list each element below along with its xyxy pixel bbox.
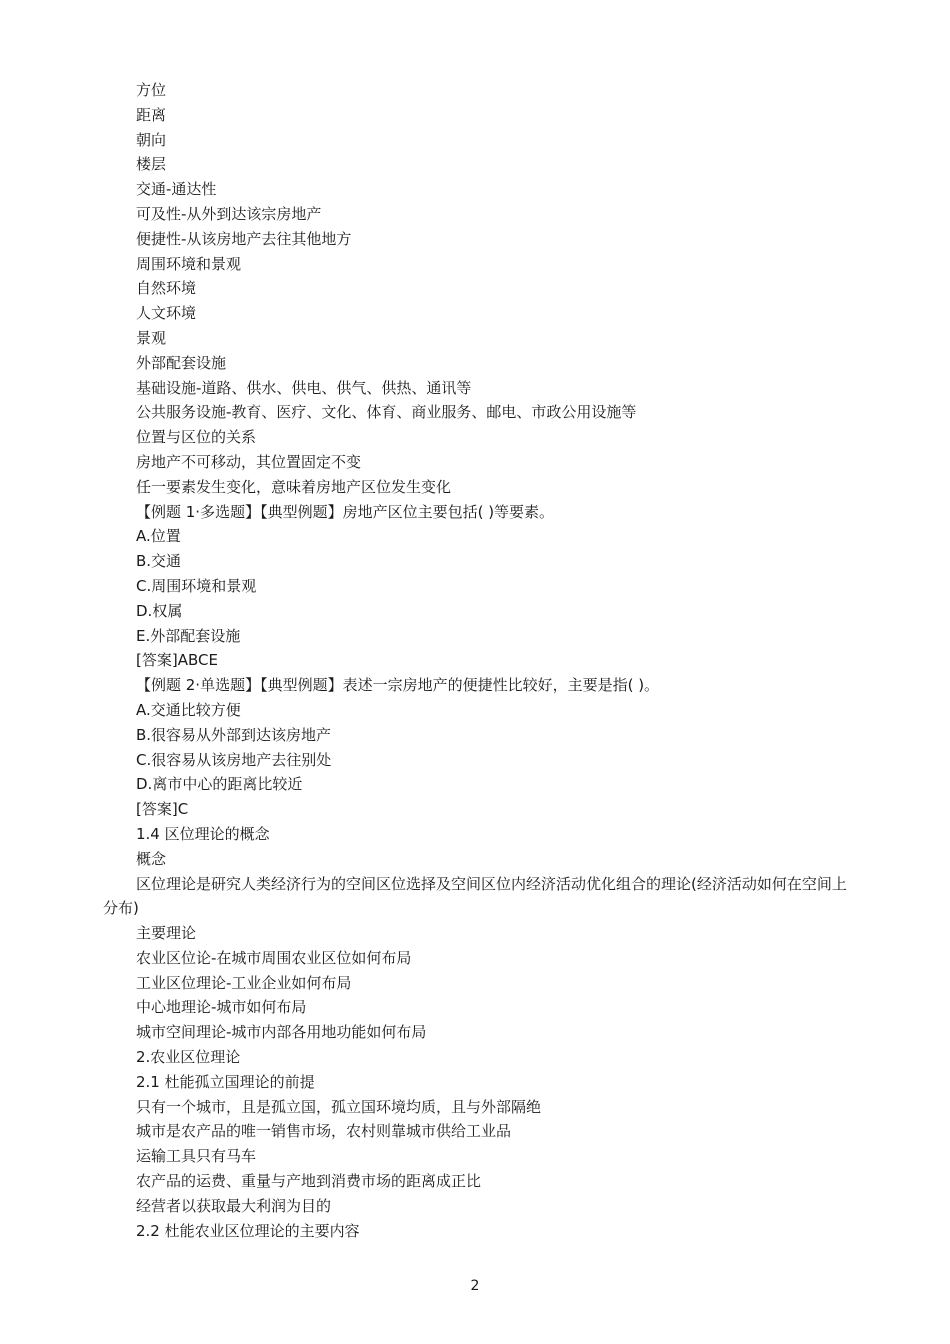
text-line: 概念 <box>136 849 167 868</box>
text-line: 1.4 区位理论的概念 <box>136 824 270 843</box>
text-line: [答案]C <box>136 800 189 819</box>
text-line: A.交通比较方便 <box>136 700 241 719</box>
text-line: 便捷性-从该房地产去往其他地方 <box>136 229 352 248</box>
text-line: 房地产不可移动，其位置固定不变 <box>136 452 362 471</box>
text-line: 楼层 <box>136 155 167 174</box>
text-line: 主要理论 <box>136 924 197 943</box>
text-line: 【例题 1·多选题】【典型例题】房地产区位主要包括( )等要素。 <box>136 502 555 521</box>
text-line: C.周围环境和景观 <box>136 576 257 595</box>
text-line: 2.2 杜能农业区位理论的主要内容 <box>136 1221 360 1240</box>
text-line: 任一要素发生变化，意味着房地产区位发生变化 <box>136 477 452 496</box>
text-line: 城市空间理论-城市内部各用地功能如何布局 <box>136 1023 427 1042</box>
text-line: 经营者以获取最大利润为目的 <box>136 1196 332 1215</box>
text-line: 方位 <box>136 81 167 99</box>
text-line: B.很容易从外部到达该房地产 <box>136 725 332 744</box>
text-line: 交通-通达性 <box>136 180 217 199</box>
text-line: D.离市中心的距离比较近 <box>136 775 303 794</box>
text-line: 农业区位论-在城市周围农业区位如何布局 <box>136 948 412 967</box>
text-line: 区位理论是研究人类经济行为的空间区位选择及空间区位内经济活动优化组合的理论(经济活动如何在空间上分布) <box>103 874 847 918</box>
text-line: 景观 <box>136 328 167 347</box>
text-line: 周围环境和景观 <box>136 254 242 273</box>
text-line: 外部配套设施 <box>136 353 227 372</box>
text-line: 距离 <box>136 105 167 124</box>
text-line: 【例题 2·单选题】【典型例题】表述一宗房地产的便捷性比较好，主要是指( )。 <box>136 676 660 695</box>
text-line: 位置与区位的关系 <box>136 428 257 447</box>
text-line: E.外部配套设施 <box>136 626 241 645</box>
page-content <box>103 78 853 1243</box>
page-number: 2 <box>470 1278 480 1294</box>
text-line: B.交通 <box>136 552 182 571</box>
text-line: 人文环境 <box>136 304 197 323</box>
text-line: 农产品的运费、重量与产地到消费市场的距离成正比 <box>136 1172 482 1191</box>
text-line: 城市是农产品的唯一销售市场，农村则靠城市供给工业品 <box>136 1122 512 1141</box>
text-line: [答案]ABCE <box>136 651 218 670</box>
text-line: 自然环境 <box>136 279 197 298</box>
text-line: 可及性-从外到达该宗房地产 <box>136 204 322 223</box>
text-line: 公共服务设施-教育、医疗、文化、体育、商业服务、邮电、市政公用设施等 <box>136 403 637 422</box>
text-line: D.权属 <box>136 601 183 620</box>
text-line: C.很容易从该房地产去往别处 <box>136 750 332 769</box>
text-line: 运输工具只有马车 <box>136 1147 257 1166</box>
text-line: 朝向 <box>136 130 167 149</box>
text-line: 基础设施-道路、供水、供电、供气、供热、通讯等 <box>136 378 472 397</box>
text-line: 2.农业区位理论 <box>136 1048 241 1067</box>
text-line: 工业区位理论-工业企业如何布局 <box>136 973 352 992</box>
text-line: A.位置 <box>136 527 181 546</box>
text-line: 中心地理论-城市如何布局 <box>136 998 307 1017</box>
text-line: 只有一个城市，且是孤立国，孤立国环境均质，且与外部隔绝 <box>136 1097 542 1116</box>
text-line: 2.1 杜能孤立国理论的前提 <box>136 1072 315 1091</box>
